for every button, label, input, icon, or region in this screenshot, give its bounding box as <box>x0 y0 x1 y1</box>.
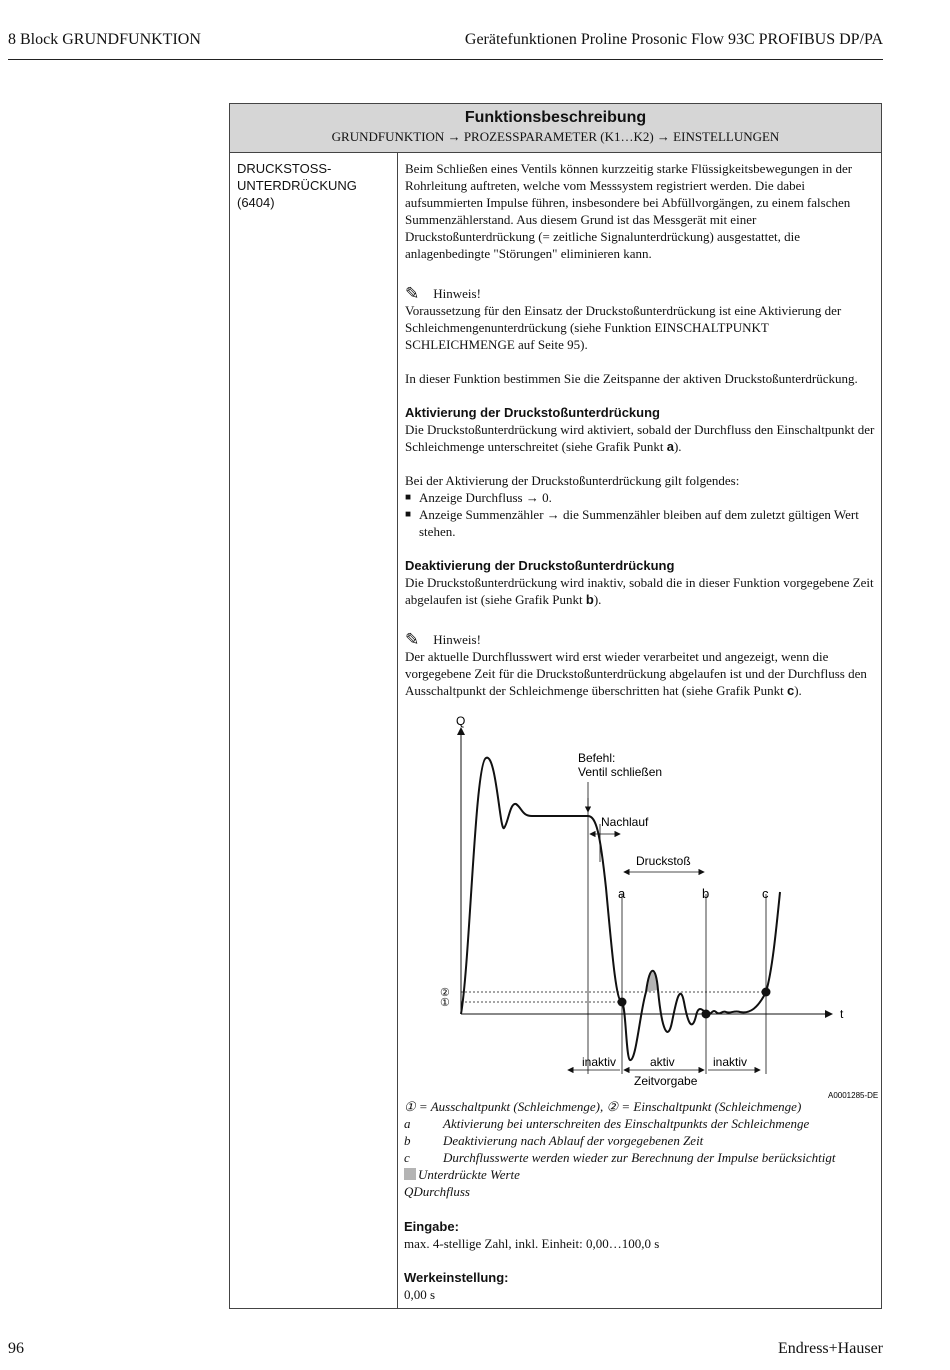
deactivation-text: Die Druckstoßunterdrückung wird inaktiv, sobald die in dieser Funktion vorgegebene Zeit abgelaufen ist (siehe Grafik Punkt <box>405 575 874 607</box>
legend-suppressed <box>404 1166 874 1183</box>
pressure-shock-graph <box>400 712 882 1104</box>
flow-curve <box>461 758 780 1060</box>
inaktiv-left-label: inaktiv <box>582 1055 617 1069</box>
list-item-text: Anzeige Summenzähler → die Summenzähler bleiben auf dem zuletzt gültigen Wert stehen. <box>419 507 859 539</box>
intro-paragraph: Beim Schließen eines Ventils können kurzzeitig starke Flüssigkeitsbewegungen in der Rohrleitung auftreten, welche vom Messsystem registriert werden. Die dabei aufsummierten Impulse führen, insbesondere bei Abfüllvorgängen, zu einem falschen Summenzählerstand. Aus diesem Grund ist das Messgerät mit einer Druckstoßunterdrückung (= zeitliche Signalunterdrückung) ausgestattet, die anlagenbedingte "Störungen" eliminieren kann. <box>405 161 853 261</box>
page-number: 96 <box>8 1340 24 1357</box>
purpose-paragraph: In dieser Funktion bestimmen Sie die Zeitspanne der aktiven Druckstoßunterdrückung. <box>405 371 858 386</box>
level-1-marker: ① <box>440 997 450 1009</box>
header-rule <box>8 59 883 60</box>
command-label-2: Ventil schließen <box>578 765 663 779</box>
level-2-marker: ② <box>440 987 450 999</box>
grey-square-icon <box>404 1168 416 1180</box>
druckstoss-label: Druckstoß <box>636 854 691 868</box>
point-b-label: b <box>702 886 710 901</box>
note-text <box>405 648 877 699</box>
zeitvorgabe-label: Zeitvorgabe <box>634 1074 698 1088</box>
point-c-label: c <box>762 886 769 901</box>
graph-legend <box>404 1098 874 1200</box>
legend-text: Durchflusswerte werden wieder zur Berechnung der Impulse berücksichtigt <box>443 1150 836 1165</box>
deactivation-paragraph <box>405 574 877 608</box>
note-heading <box>405 631 877 648</box>
figure-code: A0001285-DE <box>828 1091 879 1100</box>
legend-key: a <box>404 1116 411 1131</box>
activation-paragraph <box>405 421 877 455</box>
legend-text: Deaktivierung nach Ablauf der vorgegebenen Zeit <box>443 1133 704 1148</box>
default-label: Werkeinstellung: <box>404 1270 509 1285</box>
function-name-line: UNTERDRÜCKUNG <box>237 178 357 193</box>
y-axis-label: Q <box>456 714 466 728</box>
running-header-title: Gerätefunktionen Proline Prosonic Flow 93C PROFIBUS DP/PA <box>464 31 883 48</box>
rules-intro: Bei der Aktivierung der Druckstoßunterdrückung gilt folgendes: <box>405 473 740 488</box>
legend-item <box>404 1132 874 1149</box>
menu-path: GRUNDFUNKTION → PROZESSPARAMETER (K1…K2) → EINSTELLUNGEN <box>331 129 780 144</box>
note-text: Voraussetzung für den Einsatz der Druckstoßunterdrückung ist eine Aktivierung der Schleichmengenunterdrückung (siehe Funktion EINSCHALTPUNKT SCHLEICHMENGE auf Seite 95). <box>405 303 842 352</box>
table-header <box>230 104 881 153</box>
point-b-dot <box>702 1010 711 1019</box>
default-text: 0,00 s <box>404 1287 436 1302</box>
column-divider <box>397 153 398 1309</box>
function-description <box>405 160 877 699</box>
legend-key: c <box>404 1150 410 1165</box>
legend-text: Aktivierung bei unterschreiten des Einschaltpunkts der Schleichmenge <box>443 1116 810 1131</box>
pencil-icon: ✎ <box>405 630 420 649</box>
legend-key: b <box>404 1133 411 1148</box>
input-label: Eingabe: <box>404 1219 459 1234</box>
deactivation-point: b <box>585 592 594 607</box>
running-header-section: 8 Block GRUNDFUNKTION <box>8 31 201 48</box>
list-item <box>405 489 877 506</box>
note2-point: c <box>786 683 795 698</box>
activation-text: Die Druckstoßunterdrückung wird aktiviert, sobald der Durchfluss den Einschaltpunkt der Schleichmenge unterschreitet (siehe Grafik Punkt <box>405 422 875 454</box>
legend-suppressed-text: Unterdrückte Werte <box>418 1167 520 1182</box>
note-label: Hinweis! <box>433 632 481 647</box>
point-c-dot <box>762 988 771 997</box>
bullet-icon: ■ <box>405 509 412 520</box>
list-item <box>405 506 877 540</box>
command-label: Befehl: <box>578 751 616 765</box>
note-label: Hinweis! <box>433 286 481 301</box>
note2-text: Der aktuelle Durchflusswert wird erst wieder verarbeitet und angezeigt, wenn die vorgegebene Zeit für die Druckstoßunterdrückung abgelaufen ist und der Durchfluss den Ausschaltpunkt der Schleichmenge überschritten hat (siehe Grafik Punkt <box>405 649 867 698</box>
brand-name: Endress+Hauser <box>778 1340 883 1357</box>
legend-q: QDurchfluss <box>404 1184 470 1199</box>
activation-heading: Aktivierung der Druckstoßunterdrückung <box>405 405 660 420</box>
pencil-icon: ✎ <box>405 284 420 303</box>
x-axis-label: t <box>840 1007 844 1021</box>
list-item-text: Anzeige Durchfluss → 0. <box>419 490 552 505</box>
point-a-label: a <box>618 886 626 901</box>
deactivation-heading: Deaktivierung der Druckstoßunterdrückung <box>405 558 675 573</box>
activation-point: a <box>666 439 674 454</box>
deactivation-end: ). <box>593 592 602 607</box>
function-name <box>237 160 357 211</box>
bullet-icon: ■ <box>405 492 412 503</box>
aktiv-label: aktiv <box>650 1055 675 1069</box>
legend-item <box>404 1149 874 1166</box>
input-text: max. 4-stellige Zahl, inkl. Einheit: 0,00…100,0 s <box>404 1236 660 1251</box>
note2-end: ). <box>794 683 802 698</box>
point-a-dot <box>618 998 627 1007</box>
function-code: (6404) <box>237 195 275 210</box>
legend-item <box>404 1115 874 1132</box>
note-heading <box>405 285 877 302</box>
inaktiv-right-label: inaktiv <box>713 1055 748 1069</box>
table-title: Funktionsbeschreibung <box>464 109 647 126</box>
legend-levels: ① = Ausschaltpunkt (Schleichmenge), ② = Einschaltpunkt (Schleichmenge) <box>404 1099 802 1114</box>
activation-end: ). <box>673 439 682 454</box>
function-name-line: DRUCKSTOSS- <box>237 161 332 176</box>
input-section <box>404 1218 874 1303</box>
nachlauf-label: Nachlauf <box>601 815 649 829</box>
